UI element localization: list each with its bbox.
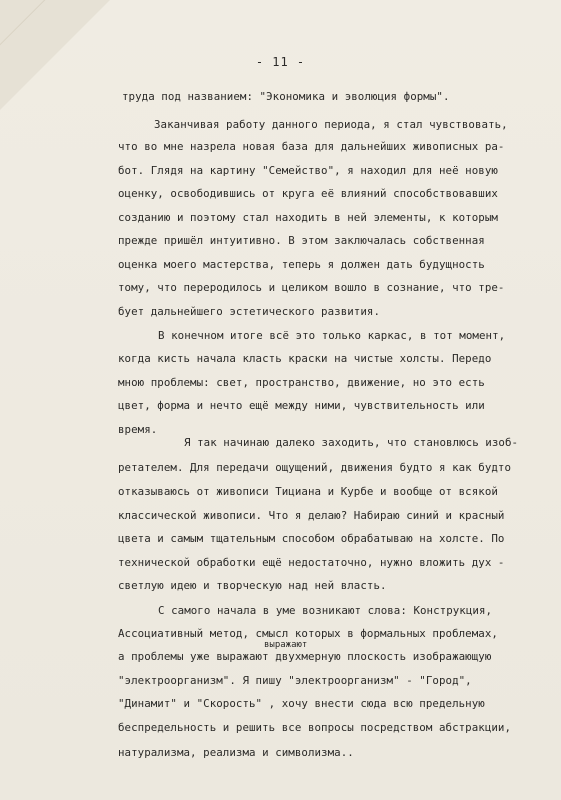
- text-line: оценку, освободившись от круга её влияний способствовавших: [118, 187, 498, 200]
- text-line: светлую идею и творческую над ней власть.: [118, 579, 387, 592]
- text-line: прежде пришёл интуитивно. В этом заключалась собственная: [118, 234, 485, 247]
- text-line: бот. Глядя на картину "Семейство", я находил для неё новую: [118, 164, 498, 177]
- text-line: мною проблемы: свет, пространство, движение, но это есть: [118, 376, 485, 389]
- text-line: цвета и самым тщательным способом обрабатываю на холсте. По: [118, 532, 505, 545]
- text-line: Ассоциативный метод, смысл которых в формальных проблемах,: [118, 627, 498, 640]
- text-line: С самого начала в уме возникают слова: Конструкция,: [158, 604, 493, 617]
- text-line: созданию и поэтому стал находить в ней элементы, к которым: [118, 211, 498, 224]
- text-line: "Динамит" и "Скорость" , хочу внести сюда всю предельную: [118, 697, 485, 710]
- text-line: цвет, форма и нечто ещё между ними, чувствительность или: [118, 399, 485, 412]
- text-line: когда кисть начала класть краски на чистые холсты. Передо: [118, 352, 492, 365]
- text-line: отказываюсь от живописи Тициана и Курбе и вообще от всякой: [118, 485, 498, 498]
- text-line: что во мне назрела новая база для дальнейших живописных ра-: [118, 140, 505, 153]
- text-line: натурализма, реализма и символизма..: [118, 746, 354, 759]
- text-line: Заканчивая работу данного периода, я стал чувствовать,: [154, 118, 508, 131]
- text-line: время.: [118, 423, 158, 436]
- text-line: Я так начинаю далеко заходить, что становлюсь изоб-: [184, 436, 519, 449]
- text-line: "электроорганизм". Я пишу "электроорганизм" - "Город",: [118, 674, 472, 687]
- text-line: ретателем. Для передачи ощущений, движения будто я как будто: [118, 461, 512, 474]
- text-line: тому, что переродилось и целиком вошло в сознание, что тре-: [118, 281, 505, 294]
- text-line: беспредельность и решить все вопросы посредством абстракции,: [118, 721, 512, 734]
- text-line: технической обработки ещё недостаточно, нужно вложить дух -: [118, 556, 505, 569]
- text-line: оценка моего мастерства, теперь я должен дать будущность: [118, 258, 485, 271]
- text-line: классической живописи. Что я делаю? Набираю синий и красный: [118, 509, 505, 522]
- text-line: В конечном итоге всё это только каркас, в тот момент,: [158, 329, 506, 342]
- text-line: а проблемы уже выражают двухмерную плоскость изображающую: [118, 650, 492, 663]
- text-line: труда под названием: "Экономика и эволюция формы".: [122, 90, 450, 103]
- page-number: - 11 -: [255, 55, 306, 69]
- handwritten-insert: выражают: [264, 640, 308, 650]
- text-line: бует дальнейшего эстетического развития.: [118, 305, 381, 318]
